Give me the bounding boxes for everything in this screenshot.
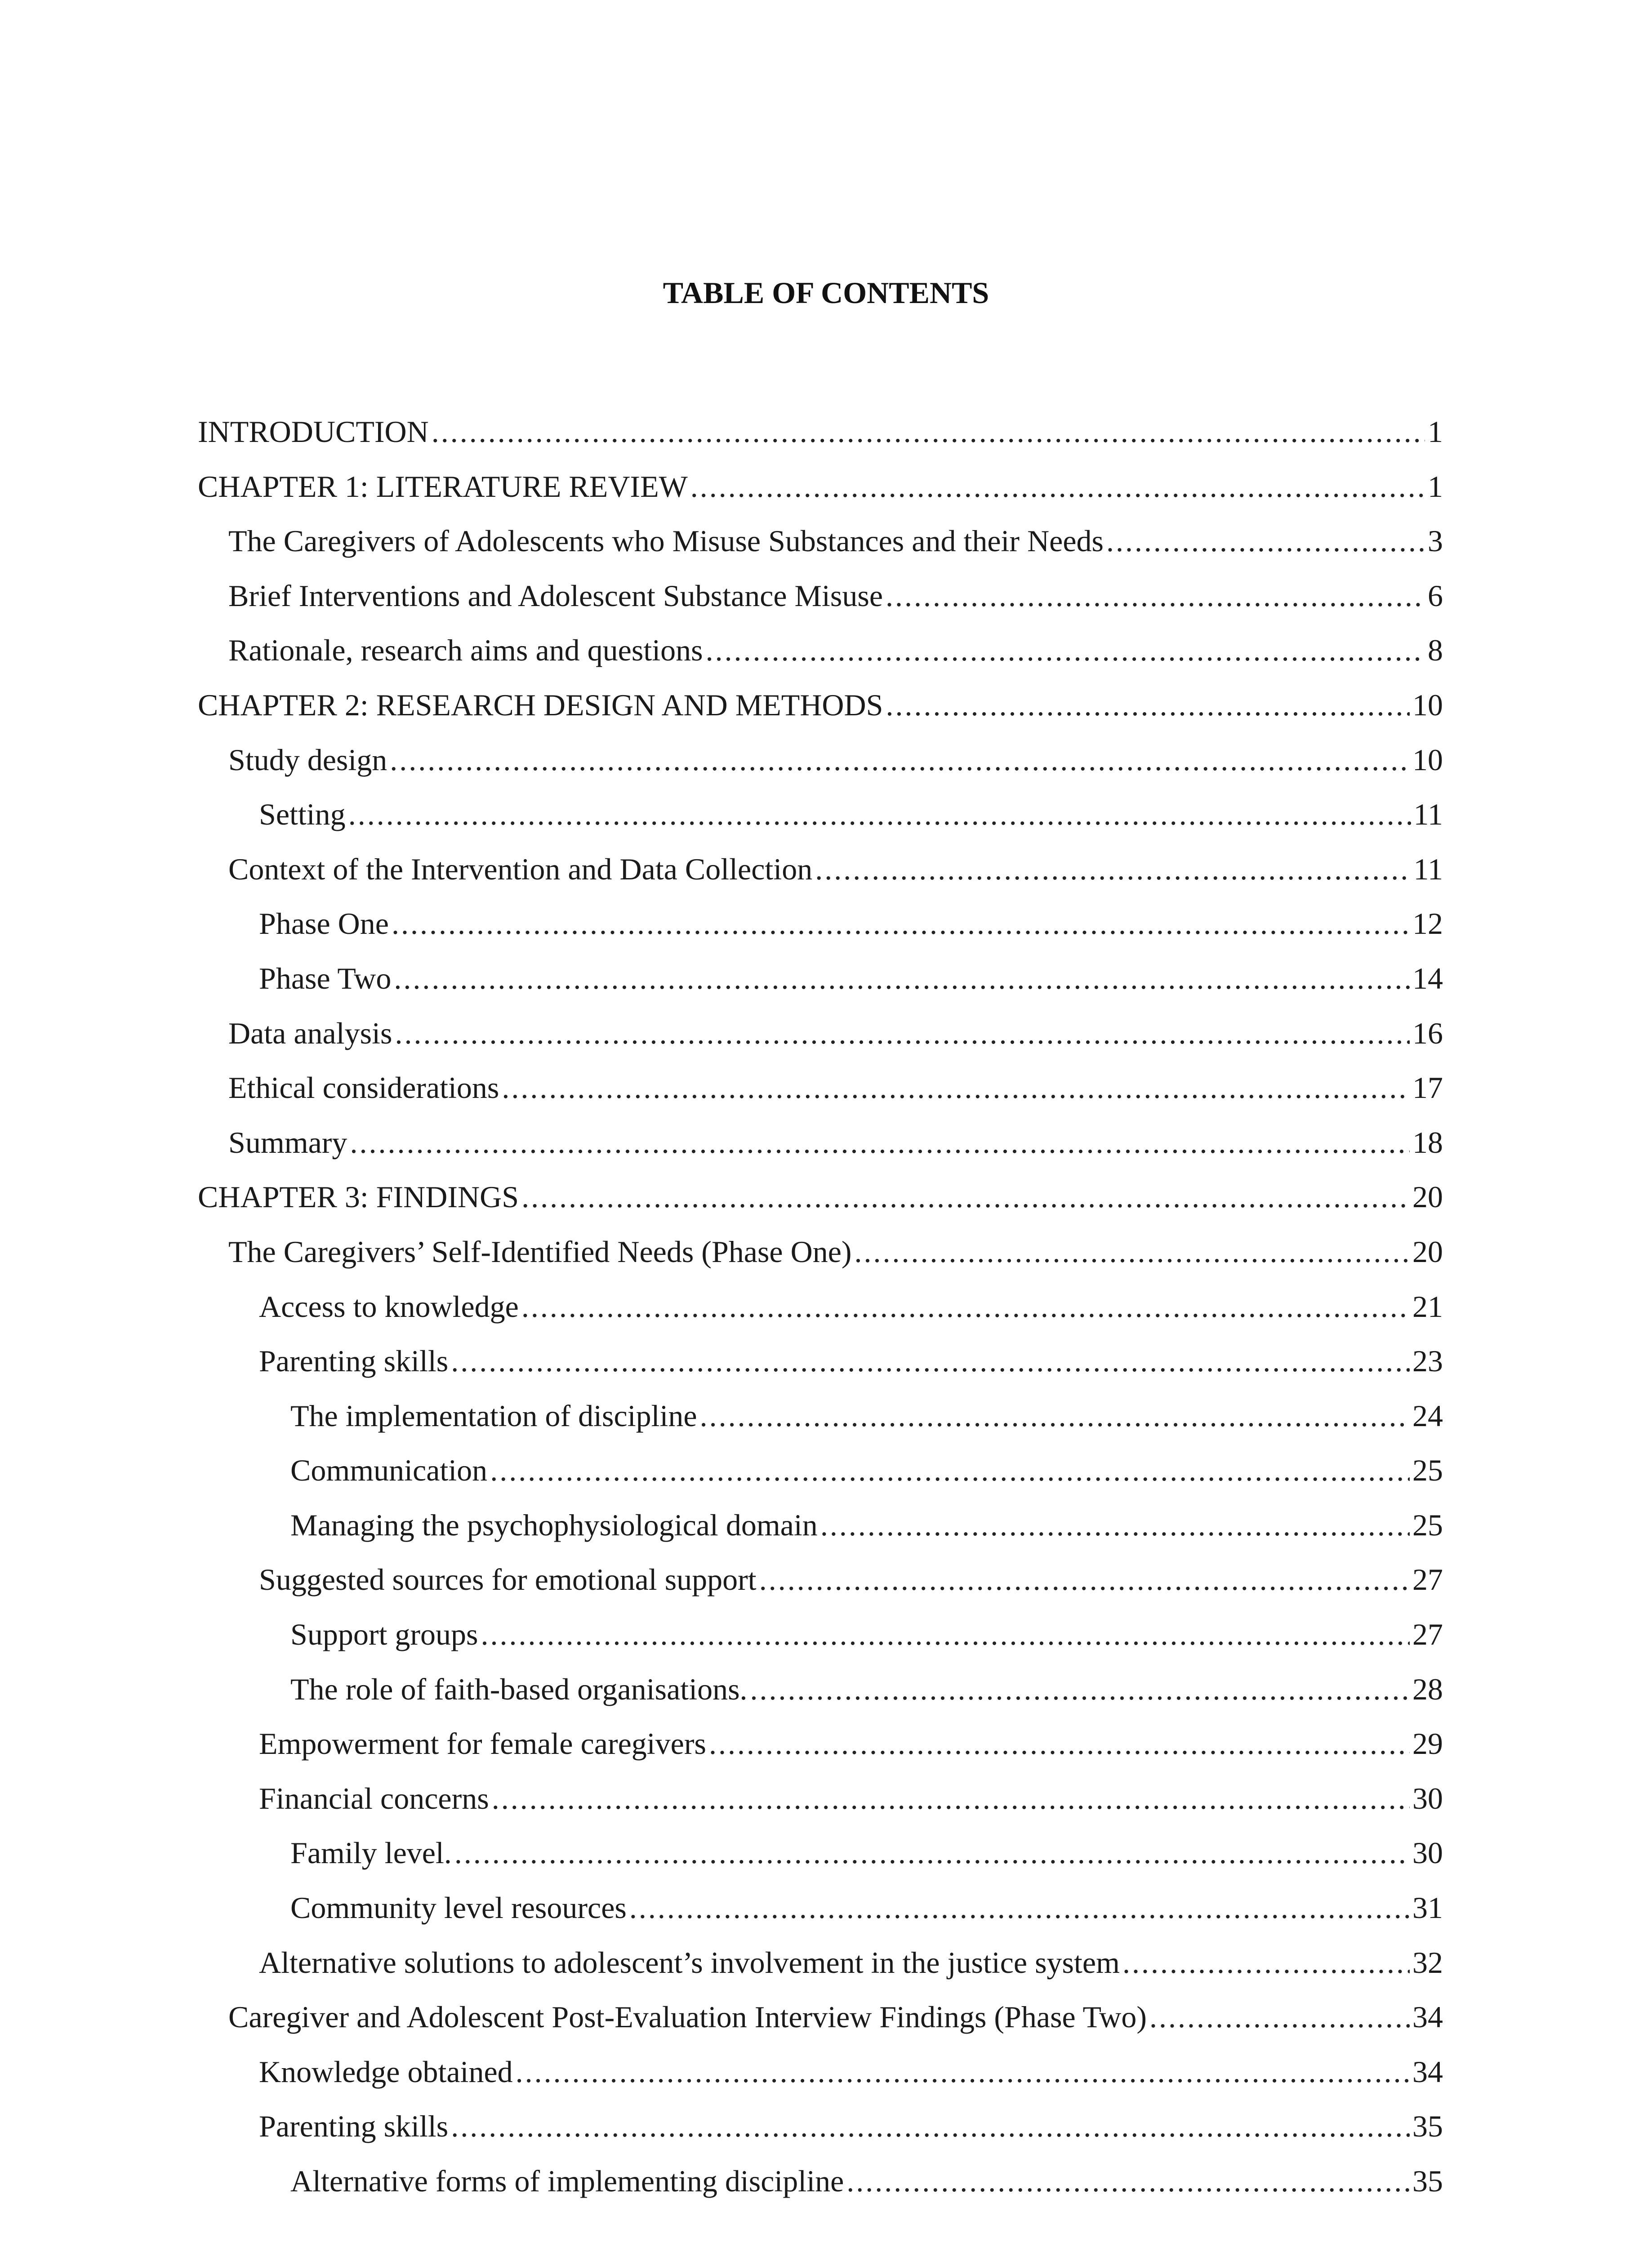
toc-entry-label: Managing the psychophysiological domain xyxy=(290,1508,818,1542)
page-title: TABLE OF CONTENTS xyxy=(663,276,989,310)
toc-entry xyxy=(198,1389,1443,1444)
toc-dot-leader xyxy=(709,1717,1410,1771)
toc-dot-leader xyxy=(451,2099,1410,2154)
toc-entry xyxy=(198,514,1443,569)
toc-entry-label: Brief Interventions and Adolescent Substance Misuse xyxy=(228,578,883,613)
toc-entry-label: CHAPTER 3: FINDINGS xyxy=(198,1180,519,1214)
toc-entry-label: Data analysis xyxy=(228,1016,392,1050)
toc-page-number: 28 xyxy=(1412,1672,1443,1706)
toc-entry xyxy=(198,1170,1443,1225)
toc-page-number: 18 xyxy=(1412,1125,1443,1160)
toc-entry-label: Parenting skills xyxy=(259,2109,449,2144)
toc-dot-leader xyxy=(855,1225,1410,1280)
toc-page-number: 34 xyxy=(1412,2000,1443,2034)
toc-page-number: 12 xyxy=(1412,906,1443,941)
toc-dot-leader xyxy=(886,569,1425,624)
toc-entry-label: Family level. xyxy=(290,1836,452,1870)
toc-dot-leader xyxy=(350,1115,1410,1170)
toc-entry xyxy=(198,1662,1443,1717)
toc-dot-leader xyxy=(700,1389,1410,1444)
toc-entry xyxy=(198,2099,1443,2154)
toc-entry-label: Parenting skills xyxy=(259,1344,449,1378)
toc-page-number: 25 xyxy=(1412,1453,1443,1488)
toc-entry-label: Access to knowledge xyxy=(259,1289,519,1324)
toc-entry xyxy=(198,1881,1443,1936)
toc-entry xyxy=(198,1443,1443,1498)
toc-entry-label: Caregiver and Adolescent Post-Evaluation Interview Findings (Phase Two) xyxy=(228,2000,1147,2034)
toc-dot-leader xyxy=(390,733,1410,788)
toc-entry-label: Communication xyxy=(290,1453,488,1488)
toc-page-number: 32 xyxy=(1412,1945,1443,1980)
toc-entry xyxy=(198,733,1443,788)
toc-dot-leader xyxy=(690,459,1425,514)
toc-page-number: 10 xyxy=(1412,687,1443,722)
toc-entry xyxy=(198,1717,1443,1771)
toc-entry xyxy=(198,951,1443,1006)
toc-entry-label: CHAPTER 1: LITERATURE REVIEW xyxy=(198,469,688,504)
toc-entry xyxy=(198,1006,1443,1061)
toc-entry xyxy=(198,897,1443,951)
toc-entry xyxy=(198,1498,1443,1553)
toc-entry xyxy=(198,1552,1443,1607)
toc-entry-label: Support groups xyxy=(290,1617,478,1652)
toc-entry xyxy=(198,1607,1443,1662)
toc-entry xyxy=(198,678,1443,733)
toc-entry xyxy=(198,1334,1443,1389)
toc-entry xyxy=(198,1826,1443,1881)
toc-entry-label: The implementation of discipline xyxy=(290,1398,697,1433)
toc-entry-label: Suggested sources for emotional support xyxy=(259,1562,757,1597)
toc-entry-label: Alternative solutions to adolescent’s involvement in the justice system xyxy=(259,1945,1120,1980)
toc-dot-leader xyxy=(392,897,1410,951)
toc-dot-leader xyxy=(759,1552,1410,1607)
toc-dot-leader xyxy=(750,1662,1410,1717)
toc-entry-label: Alternative forms of implementing discipline xyxy=(290,2164,844,2198)
toc-page-number: 16 xyxy=(1412,1016,1443,1050)
toc-entry xyxy=(198,1771,1443,1826)
toc-entry-label: INTRODUCTION xyxy=(198,415,429,449)
toc-dot-leader xyxy=(481,1607,1410,1662)
toc-dot-leader xyxy=(886,678,1410,733)
toc-entry-label: Setting xyxy=(259,797,346,832)
toc-dot-leader xyxy=(846,2154,1410,2209)
toc-entry xyxy=(198,623,1443,678)
toc-dot-leader xyxy=(490,1443,1410,1498)
toc-page-number: 17 xyxy=(1412,1070,1443,1105)
toc-entry xyxy=(198,1990,1443,2045)
toc-page-number: 25 xyxy=(1412,1508,1443,1542)
toc-page-number: 3 xyxy=(1428,524,1443,558)
toc-page-number: 24 xyxy=(1412,1398,1443,1433)
toc-dot-leader xyxy=(502,1061,1410,1115)
toc-entry-label: Knowledge obtained xyxy=(259,2054,513,2089)
toc-entry xyxy=(198,1225,1443,1280)
toc-entry-label: Ethical considerations xyxy=(228,1070,499,1105)
toc-page-number: 1 xyxy=(1428,469,1443,504)
toc-dot-leader xyxy=(815,842,1411,897)
toc-entry xyxy=(198,1115,1443,1170)
toc-dot-leader xyxy=(1122,1936,1410,1990)
toc-dot-leader xyxy=(454,1826,1410,1881)
toc-dot-leader xyxy=(820,1498,1410,1553)
toc-page-number: 35 xyxy=(1412,2164,1443,2198)
toc-page-number: 27 xyxy=(1412,1617,1443,1652)
toc-page-number: 21 xyxy=(1412,1289,1443,1324)
toc-entry xyxy=(198,569,1443,624)
toc-page-number: 31 xyxy=(1412,1891,1443,1925)
toc-entry xyxy=(198,459,1443,514)
toc-page-number: 8 xyxy=(1428,633,1443,668)
toc-entry-label: Empowerment for female caregivers xyxy=(259,1726,706,1761)
toc-page-number: 29 xyxy=(1412,1726,1443,1761)
toc-entry xyxy=(198,2045,1443,2100)
toc-page-number: 23 xyxy=(1412,1344,1443,1378)
toc-entry-label: Summary xyxy=(228,1125,347,1160)
toc-page-number: 10 xyxy=(1412,742,1443,777)
toc-entry xyxy=(198,2154,1443,2209)
toc-page-number: 14 xyxy=(1412,961,1443,995)
toc-dot-leader xyxy=(521,1280,1410,1334)
toc-entry-label: Financial concerns xyxy=(259,1781,489,1815)
toc-entry xyxy=(198,1936,1443,1990)
toc-entry-label: The Caregivers of Adolescents who Misuse Substances and their Needs xyxy=(228,524,1104,558)
toc-entry-label: Rationale, research aims and questions xyxy=(228,633,703,668)
toc-dot-leader xyxy=(516,2045,1410,2100)
toc-page-number: 20 xyxy=(1412,1180,1443,1214)
toc-entry-label: Phase Two xyxy=(259,961,392,995)
toc-dot-leader xyxy=(395,1006,1410,1061)
toc-page-number: 11 xyxy=(1413,852,1443,886)
toc-entry-label: Study design xyxy=(228,742,387,777)
toc-entry-label: Context of the Intervention and Data Collection xyxy=(228,852,813,886)
toc-dot-leader xyxy=(394,951,1410,1006)
toc-page-number: 1 xyxy=(1428,415,1443,449)
toc-page-number: 6 xyxy=(1428,578,1443,613)
toc-dot-leader xyxy=(629,1881,1410,1936)
toc-entry-label: The Caregivers’ Self-Identified Needs (Phase One) xyxy=(228,1234,852,1269)
toc-page-number: 11 xyxy=(1413,797,1443,832)
toc-dot-leader xyxy=(1149,1990,1410,2045)
toc-entry-label: CHAPTER 2: RESEARCH DESIGN AND METHODS xyxy=(198,687,883,722)
toc-entry xyxy=(198,1061,1443,1115)
toc-dot-leader xyxy=(432,405,1425,459)
toc-entry-label: Community level resources xyxy=(290,1891,627,1925)
toc-page-number: 27 xyxy=(1412,1562,1443,1597)
toc-page-number: 30 xyxy=(1412,1836,1443,1870)
toc-entry xyxy=(198,1280,1443,1334)
toc-entry xyxy=(198,842,1443,897)
toc-dot-leader xyxy=(451,1334,1410,1389)
toc-page-number: 20 xyxy=(1412,1234,1443,1269)
toc-dot-leader xyxy=(1106,514,1425,569)
toc-dot-leader xyxy=(492,1771,1410,1826)
toc-dot-leader xyxy=(521,1170,1410,1225)
toc-dot-leader xyxy=(706,623,1425,678)
toc-page-number: 30 xyxy=(1412,1781,1443,1815)
toc-dot-leader xyxy=(348,787,1411,842)
toc-entry xyxy=(198,787,1443,842)
toc-page-number: 35 xyxy=(1412,2109,1443,2144)
toc-list xyxy=(198,405,1443,2209)
toc-entry-label: The role of faith-based organisations. xyxy=(290,1672,748,1706)
toc-page-number: 34 xyxy=(1412,2054,1443,2089)
toc-entry-label: Phase One xyxy=(259,906,389,941)
toc-entry xyxy=(198,405,1443,459)
